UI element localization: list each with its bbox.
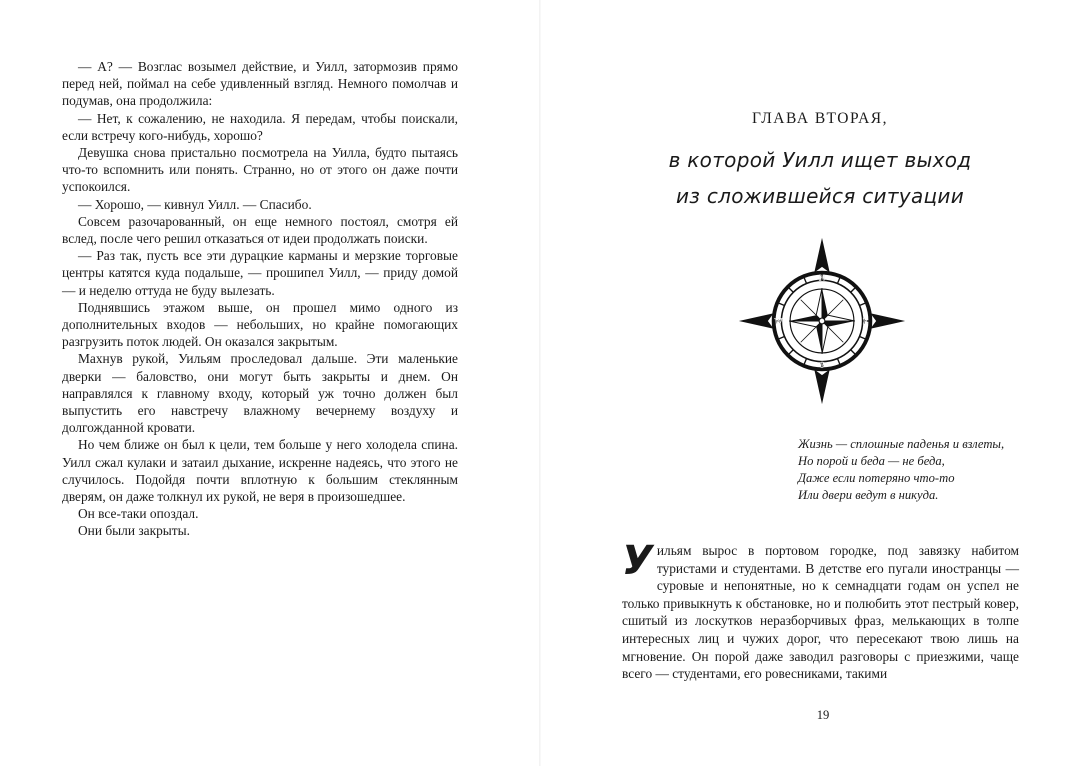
epigraph-line: Жизнь — сплошные паденья и взлеты, [798,437,1005,451]
epigraph-line: Но порой и беда — не беда, [798,454,945,468]
right-page [540,0,1080,766]
chapter-subtitle-line: из сложившейся ситуации [675,184,965,208]
paragraph: — А? — Возглас возымел действие, и Уилл, затормозив прямо перед ней, поймал на себе удивленный взгляд. Немного помолчав и подумав, она продолжила: [62,59,458,109]
compass-letter-w: W [774,315,783,326]
paragraph: — Раз так, пусть все эти дурацкие карманы и мерзкие торговые центры катятся куда подальше, — прошипел Уилл, — приду домой — и неделю оттуда не буду вылезать. [62,248,458,298]
paragraph: Поднявшись этажом выше, он прошел мимо одного из дополнительных входов — небольших, но крайне помогающих разгрузить поток людей. Он оказался закрытым. [62,299,458,350]
paragraph: Они были закрыты. [78,523,190,539]
chapter-opening-text [622,538,1019,683]
epigraph-line: Или двери ведут в никуда. [798,488,939,502]
compass-letter-s: S [819,359,825,370]
compass-rose-icon [735,234,909,408]
paragraph: — Хорошо, — кивнул Уилл. — Спасибо. [78,196,312,212]
page-number: 19 [816,708,830,722]
chapter-subtitle [630,142,1010,214]
epigraph [798,436,1038,504]
paragraph: Но чем ближе он был к цели, тем больше у него холодела спина. Уилл сжал кулаки и затаил дыхание, искренне надеясь, что этого не случилось. Подойдя почти вплотную к большим стеклянным дверям, он даже толкнул их рукой, не веря в произошедшее. [62,437,458,505]
paragraph: Он все-таки опоздал. [78,506,199,522]
epigraph-line: Даже если потеряно что-то [798,471,955,485]
paragraph-body: ильям вырос в портовом городке, под завязку набитом туристами и студентами. В детстве его пугали иностранцы — суровые и непонятные, но к семнадцати годам он успел не только привыкнуть к обстановке, но и полюбить этот пестрый ковер, сшитый из лоскутков неразборчивых фраз, мелькающих в толпе интересных лиц и чужих дорог, что пересекают твою лишь на мгновение. Он порой даже заводил разговоры с приезжими, чаще всего — студентами, его ровесниками, такими [622,543,1019,682]
chapter-subtitle-line: в которой Уилл ищет выход [668,148,972,172]
drop-cap: У [622,538,653,584]
chapter-heading [630,110,1010,214]
paragraph [622,538,1019,683]
compass-letter-n: N [818,272,826,283]
paragraph: Девушка снова пристально посмотрела на Уилла, будто пытаясь что-то вспомнить или понять. Странно, но от этого он даже почти успокоился. [62,145,458,195]
paragraph: — Нет, к сожалению, не находила. Я передам, чтобы поискали, если встречу кого-нибудь, хорошо? [62,110,458,143]
compass-letter-e: E [862,315,869,326]
left-page-text [62,58,458,540]
paragraph: Совсем разочарованный, он еще немного постоял, смотря ей вслед, после чего решил отказаться от идеи продолжать поиски. [62,213,458,247]
paragraph: Махнув рукой, Уильям проследовал дальше. Эти маленькие дверки — баловство, они могут быть закрыты и днем. Он направлялся к главному входу, который уж точно должен был выпустить его навстречу влажному вечернему воздуху и долгожданной кровати. [62,351,458,436]
chapter-title: ГЛАВА ВТОРАЯ, [751,110,889,127]
